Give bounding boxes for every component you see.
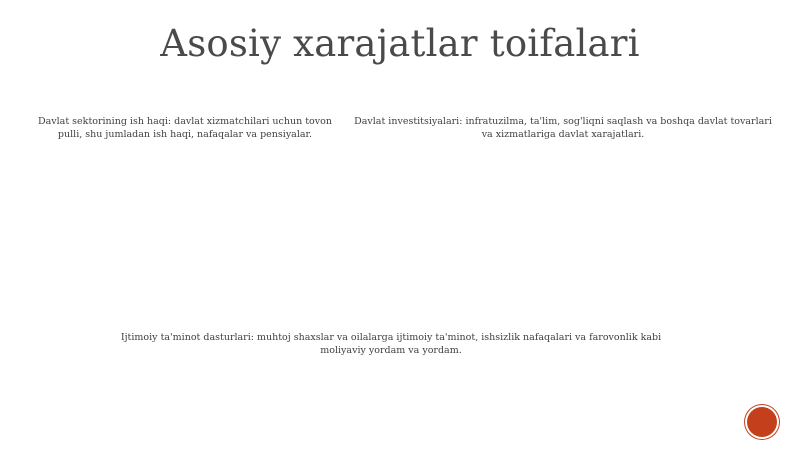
slide-title: Asosiy xarajatlar toifalari (160, 22, 640, 65)
text-block-social-security: Ijtimoiy ta'minot dasturlari: muhtoj shaxslar va oilalarga ijtimoiy ta'minot, ishsizlik nafaqalari va farovonlik kabi moliyaviy yordam va yordam. (120, 332, 662, 356)
text-block-public-sector-wages: Davlat sektorining ish haqi: davlat xizmatchilari uchun tovon pulli, shu jumladan ish haqi, nafaqalar va pensiyalar. (38, 116, 332, 140)
circle-nav-icon[interactable] (747, 407, 777, 437)
text-block-public-investment: Davlat investitsiyalari: infratuzilma, ta'lim, sog'liqni saqlash va boshqa davlat tovarlari va xizmatlariga davlat xarajatlari. (354, 116, 772, 140)
